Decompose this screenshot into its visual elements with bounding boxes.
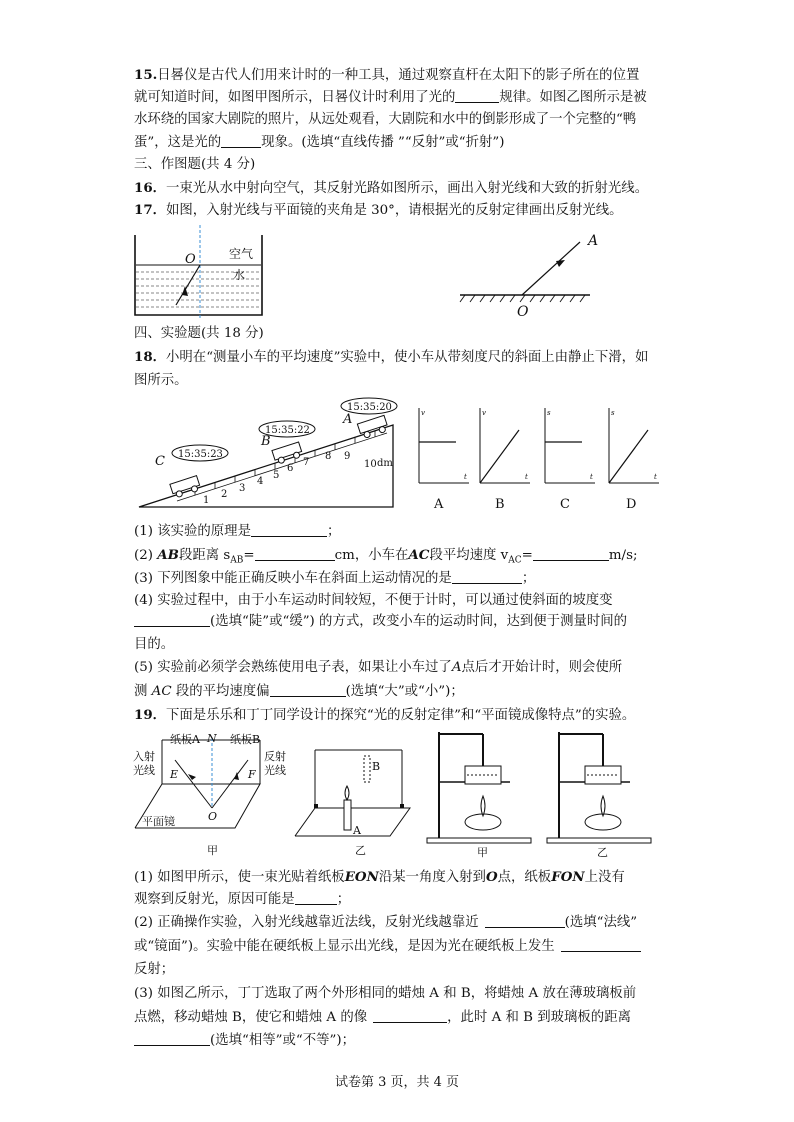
fig18-point-b: B <box>261 434 271 449</box>
q18-p2-blank-2[interactable] <box>533 547 609 561</box>
q18-p2-ac: AC <box>408 547 430 563</box>
section-3-heading: 三、作图题(共 4 分) <box>134 157 256 172</box>
fig18-tick-3: 3 <box>239 483 246 494</box>
q19-part3-line2 <box>134 1009 631 1027</box>
q15-line1 <box>134 66 639 85</box>
q19-p1-blank[interactable] <box>295 891 337 905</box>
q19-p3-d: (选填“相等”或“不等”)； <box>210 1033 355 1048</box>
fig18-point-a: A <box>343 412 353 427</box>
graph-c-y-label: s <box>547 409 551 417</box>
fig18-tick-9: 9 <box>344 451 351 462</box>
fig19-stand-jia <box>425 728 535 858</box>
fig19-candle-a: A <box>353 824 361 837</box>
q18-p3-end: ； <box>521 571 536 586</box>
fig18-point-c: C <box>155 454 165 469</box>
q17-number: 17． <box>134 202 167 218</box>
graph-d-y-label: s <box>611 409 615 417</box>
q15-text-3: 规律。如图乙图所示是被 <box>499 90 647 105</box>
q19-p1-g: 上没有 <box>584 870 625 885</box>
fig18-tick-10: 10 <box>364 459 377 470</box>
q18-p2-unit: m/s; <box>608 548 638 563</box>
fig19-label-o: O <box>208 810 218 823</box>
fig18-time-a: 15:35:20 <box>347 402 392 413</box>
fig18-time-c: 15:35:23 <box>178 449 223 460</box>
q18-text-1: 小明在“测量小车的平均速度”实验中，使小车从带刻度尺的斜面上由静止下滑，如 <box>166 350 649 365</box>
q18-number: 18． <box>134 349 167 365</box>
fig19-label-f: F <box>248 768 256 781</box>
fig18-tick-5: 5 <box>273 470 280 481</box>
fig18-tick-4: 4 <box>257 476 264 487</box>
q15-line3: 水环绕的国家大剧院的照片，从远处观看，大剧院和水中的倒影形成了一个完整的“鸭 <box>134 112 637 127</box>
q19-p1-a: (1) 如图甲所示，使一束光贴着纸板 <box>134 870 345 885</box>
q18-p2-h: 段平均速度 v <box>429 548 509 563</box>
q15-text-2: 就可知道时间，如图甲图所示，日晷仪计时利用了光的 <box>134 90 456 105</box>
fig19-board-b: 纸板B <box>230 733 261 746</box>
fig19-mirror-label: 平面镜 <box>142 815 175 828</box>
q16-line <box>134 179 648 198</box>
q19-p1-fon: FON <box>551 869 585 885</box>
graph-a-x-label: t <box>464 473 467 481</box>
q18-part1 <box>134 523 340 541</box>
fig18-tick-6: 6 <box>287 463 294 474</box>
q18-p5-point-a: A <box>451 660 462 675</box>
fig18-graph-a <box>414 405 474 515</box>
q19-part2-line2 <box>134 938 641 956</box>
graph-d-x-label: t <box>654 473 657 481</box>
q18-p2-blank-1[interactable] <box>255 547 335 561</box>
q18-p4-blank[interactable] <box>134 613 210 627</box>
q19-part2-line1 <box>134 914 637 932</box>
fig18-graph-c <box>540 405 600 515</box>
q19-p2-c: 或“镜面”)。实验中能在硬纸板上显示出光线，是因为光在硬纸板上发生 <box>134 939 555 954</box>
section-4-heading: 四、实验题(共 18 分) <box>134 326 264 341</box>
fig19-stand-yi-label: 乙 <box>597 846 608 859</box>
q19-number: 19． <box>134 707 167 723</box>
graph-d-label: D <box>626 497 637 512</box>
fig19-caption-yi: 乙 <box>355 844 366 857</box>
q19-p1-eon: EON <box>344 869 379 885</box>
q18-p2-sub-ac: AC <box>508 555 522 566</box>
fig18-tick-7: 7 <box>303 457 310 468</box>
graph-a-y-label: v <box>421 409 425 417</box>
fig19-reflected-2: 光线 <box>264 764 286 777</box>
q18-part2 <box>134 546 637 570</box>
graph-c-label: C <box>560 497 570 512</box>
fig17-label-a: A <box>588 233 599 249</box>
q19-p1-end: ； <box>336 892 351 907</box>
q19-p3-c: ，此时 A 和 B 到玻璃板的距离 <box>447 1010 631 1025</box>
fig19-stand-yi <box>545 728 655 858</box>
fig19-reflected-1: 反射 <box>264 750 286 763</box>
fig18-time-b: 15:35:22 <box>265 425 310 436</box>
q19-p3-b: 点燃，移动蜡烛 B，使它和蜡烛 A 的像 <box>134 1010 368 1025</box>
fig19-label-e: E <box>170 768 179 781</box>
q19-p1-o: O <box>485 869 498 885</box>
q18-p1-end: ； <box>326 524 341 539</box>
graph-b-y-label: v <box>482 409 486 417</box>
q18-p2-ab: AB <box>157 547 179 563</box>
q18-p2-f: cm，小车在 <box>334 548 409 563</box>
q18-part5-line1 <box>134 659 622 677</box>
fig19-candle-b: B <box>372 760 381 773</box>
q18-p2-c: 段距离 s <box>178 548 231 563</box>
fig19-incident-2: 光线 <box>133 764 155 777</box>
fig19-reflection-board <box>130 730 290 858</box>
q19-p1-h: 观察到反射光，原因可能是 <box>134 892 295 907</box>
q18-part3 <box>134 570 535 588</box>
fig16-label-water: 水 <box>233 268 246 282</box>
q18-part4-line1: (4) 实验过程中，由于小车运动时间较短，不便于计时，可以通过使斜面的坡度变 <box>134 593 613 608</box>
q18-p5-blank[interactable] <box>270 683 346 697</box>
fig18-unit: dm <box>377 458 393 469</box>
q18-p5-ac: AC <box>151 684 172 699</box>
fig19-label-n: N <box>207 732 217 745</box>
q18-p2-eq2: = <box>521 548 533 563</box>
q18-p5-a: (5) 实验前必须学会熟练使用电子表，如果让小车过了 <box>134 660 452 675</box>
q18-line1 <box>134 348 648 367</box>
q19-part3-line1: (3) 如图乙所示，丁丁选取了两个外形相同的蜡烛 A 和 B，将蜡烛 A 放在薄玻璃板前 <box>134 986 637 1001</box>
q18-p1-blank[interactable] <box>251 523 327 537</box>
fig16-label-o: O <box>185 252 196 267</box>
fig16-water-tank <box>130 225 270 320</box>
q18-p3-blank[interactable] <box>452 570 522 584</box>
fig19-board-a: 纸板A <box>170 733 200 746</box>
fig18-graph-d <box>604 405 664 515</box>
q18-p5-c: 点后才开始计时，则会使所 <box>461 660 623 675</box>
q18-p2-sub-ab: AB <box>230 555 244 566</box>
q18-part4-line2 <box>134 613 627 631</box>
q15-text-5: 现象。(选填“直线传播 ”“反射”或“折射”) <box>261 135 505 150</box>
fig19-glass-plate <box>290 748 420 858</box>
graph-c-x-label: t <box>590 473 593 481</box>
fig18-tick-8: 8 <box>325 451 332 462</box>
q16-number: 16． <box>134 180 167 196</box>
q18-p2-a: (2) <box>134 548 153 563</box>
q18-p1-text: (1) 该实验的原理是 <box>134 524 251 539</box>
q18-part4-line3: 目的。 <box>134 637 175 652</box>
q19-p2-blank-2[interactable] <box>561 938 641 952</box>
fig19-incident-1: 入射 <box>133 750 155 763</box>
q16-text: 一束光从水中射向空气，其反射光路如图所示，画出入射光线和大致的折射光线。 <box>166 181 649 196</box>
fig16-label-air: 空气 <box>229 247 254 261</box>
fig17-plane-mirror <box>455 230 615 320</box>
q18-line2: 图所示。 <box>134 373 188 388</box>
q15-text-1: 日晷仪是古代人们用来计时的一种工具，通过观察直杆在太阳下的影子所在的位置 <box>157 68 640 83</box>
q18-part5-line2 <box>134 683 464 701</box>
q15-line4 <box>134 134 504 152</box>
q19-p2-blank-1[interactable] <box>485 914 565 928</box>
graph-b-x-label: t <box>525 473 528 481</box>
q19-p3-blank-2[interactable] <box>134 1032 210 1046</box>
q19-part3-line3 <box>134 1032 355 1050</box>
q15-blank-1[interactable] <box>455 89 499 103</box>
fig18-ramp <box>135 395 405 515</box>
q19-p2-a: (2) 正确操作实验，入射光线越靠近法线，反射光线越靠近 <box>134 915 479 930</box>
q18-p4-text: (选填“陡”或“缓”) 的方式，改变小车的运动时间，达到便于测量时间的 <box>210 614 628 629</box>
q18-p5-d: 测 <box>134 684 148 699</box>
fig19-stand-jia-label: 甲 <box>477 846 488 859</box>
q15-text-4: 蛋”，这是光的 <box>134 135 222 150</box>
q15-blank-2[interactable] <box>221 134 261 148</box>
q19-part1-line1 <box>134 868 625 887</box>
q15-number: 15. <box>134 67 158 83</box>
q17-text: 如图，入射光线与平面镜的夹角是 30°，请根据光的反射定律画出反射光线。 <box>166 203 623 218</box>
q15-line2 <box>134 89 647 107</box>
graph-b-label: B <box>495 497 505 512</box>
q19-part2-line3: 反射； <box>134 962 175 977</box>
q18-p5-f: 段的平均速度偏 <box>175 684 270 699</box>
q19-line1 <box>134 706 635 725</box>
q19-p1-e: 点，纸板 <box>497 870 552 885</box>
q17-line <box>134 201 623 220</box>
fig18-tick-2: 2 <box>221 489 228 500</box>
fig18-tick-1: 1 <box>203 495 210 506</box>
q19-p3-blank-1[interactable] <box>373 1009 447 1023</box>
graph-a-label: A <box>434 497 444 512</box>
q19-p1-c: 沿某一角度入射到 <box>378 870 486 885</box>
q19-text-1: 下面是乐乐和丁丁同学设计的探究“光的反射定律”和“平面镜成像特点”的实验。 <box>166 708 636 723</box>
q18-p3-text: (3) 下列图象中能正确反映小车在斜面上运动情况的是 <box>134 571 452 586</box>
fig18-graph-b <box>475 405 535 515</box>
q19-p2-b: (选填“法线” <box>564 915 638 930</box>
fig17-label-o: O <box>517 304 529 320</box>
q18-p2-eq1: = <box>243 548 255 563</box>
q19-part1-line2 <box>134 891 350 909</box>
fig19-caption-jia: 甲 <box>207 844 218 857</box>
q18-p5-g: (选填“大”或“小”)； <box>345 684 464 699</box>
page-footer: 试卷第 3 页，共 4 页 <box>334 1075 460 1090</box>
